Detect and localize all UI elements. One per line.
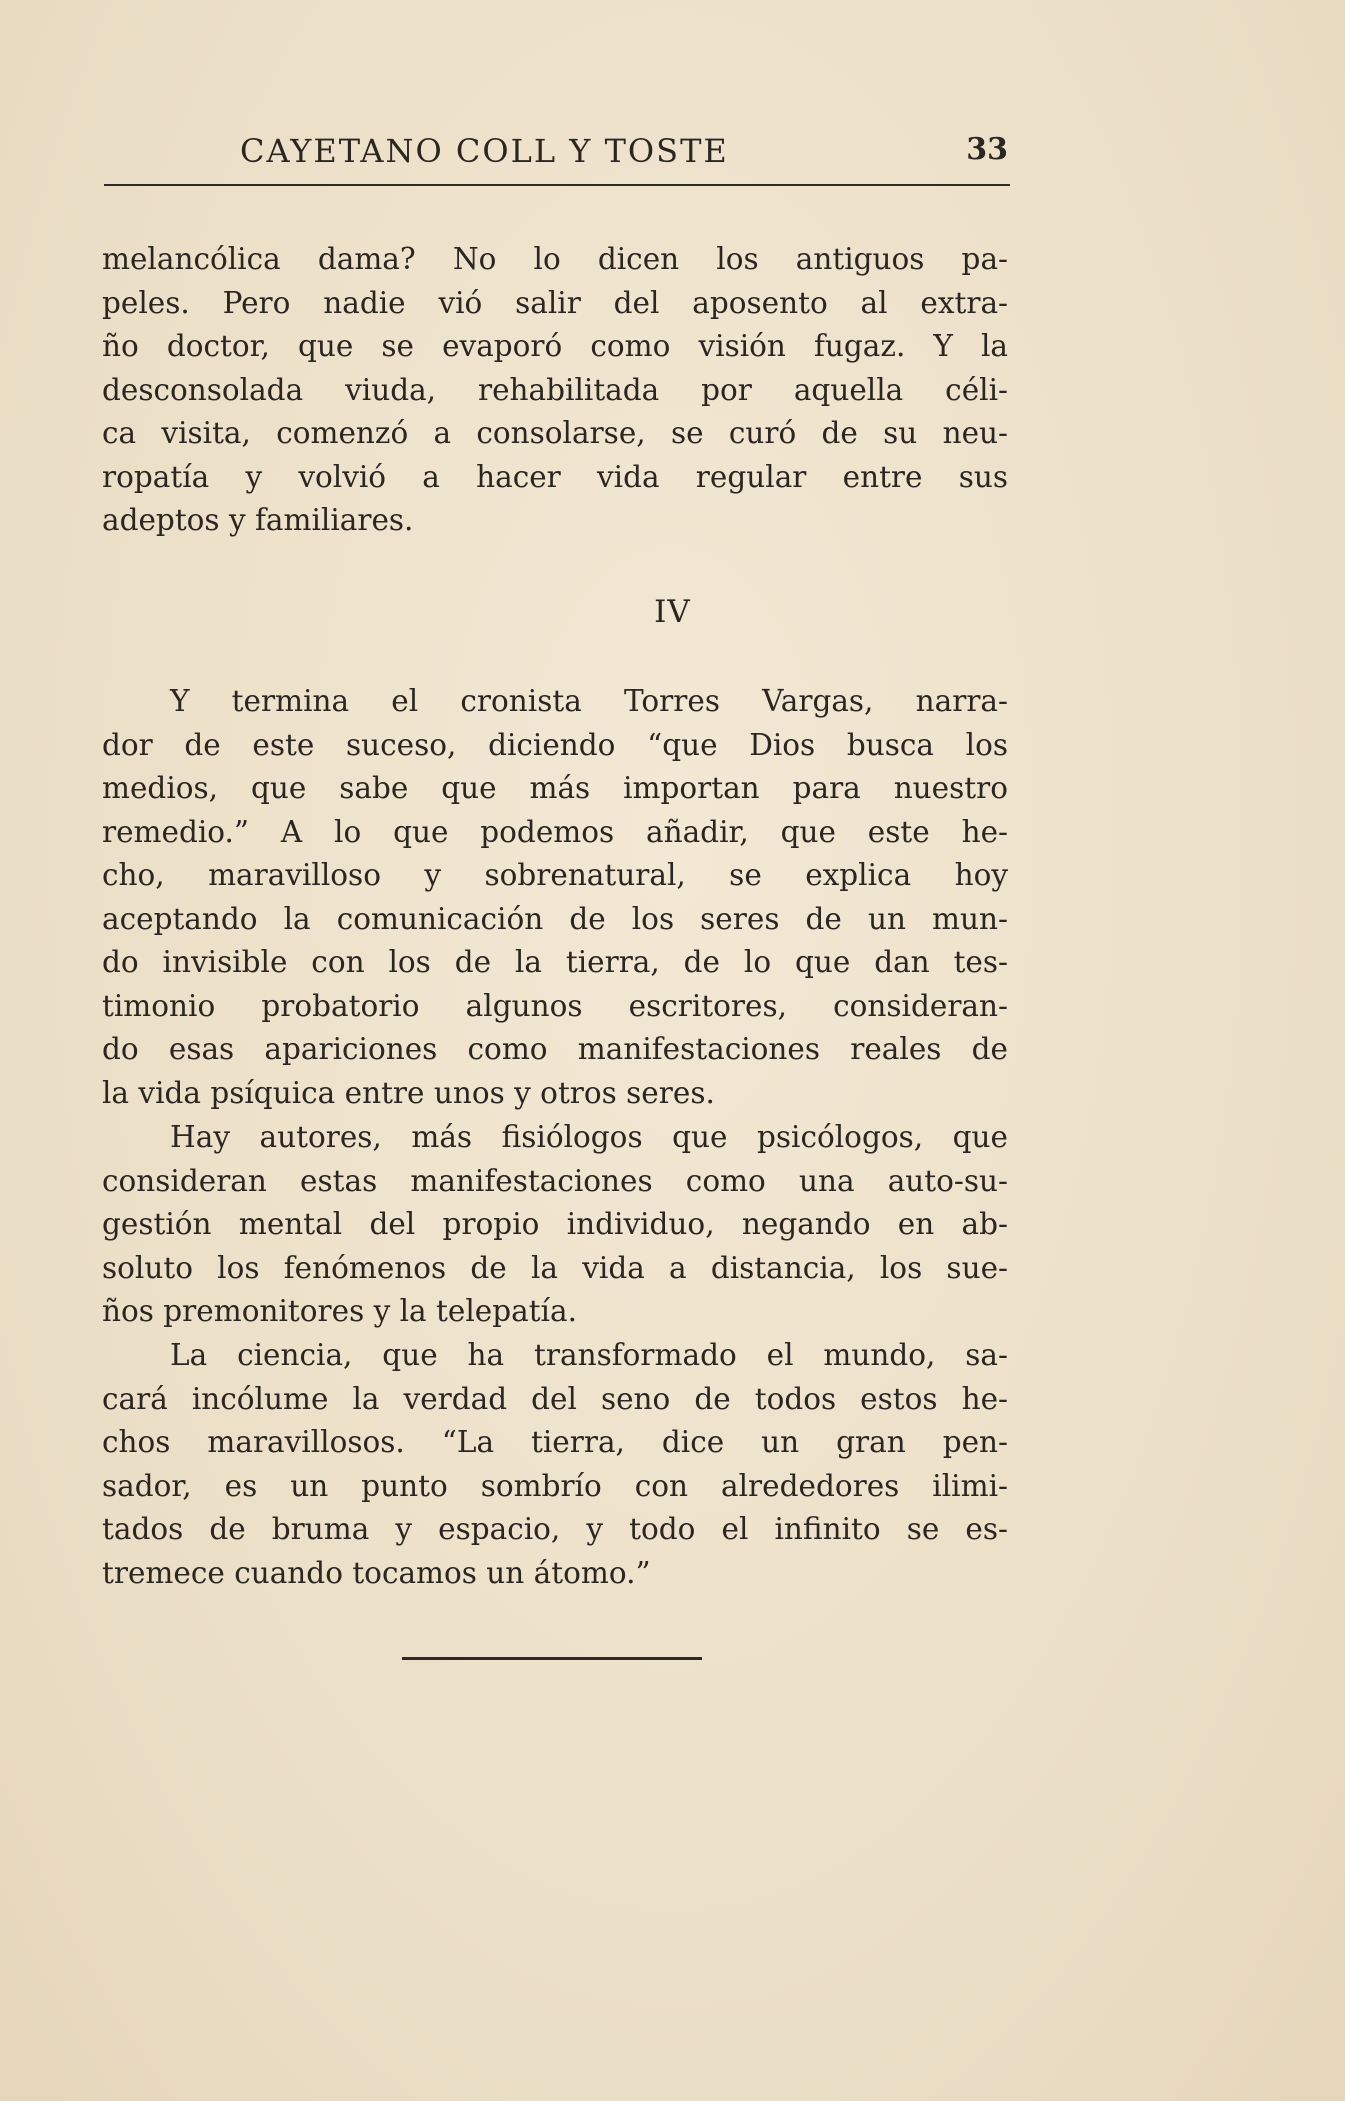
text-line: remedio.” A lo que podemos añadir, que este he- bbox=[102, 814, 1008, 849]
text-line: ño doctor, que se evaporó como visión fugaz. Y la bbox=[102, 329, 1008, 363]
paragraph bbox=[102, 1334, 1008, 1595]
paragraph bbox=[102, 680, 1008, 1115]
page-number: 33 bbox=[966, 132, 1008, 167]
text-line: chos maravillosos. “La tierra, dice un gran pen- bbox=[102, 1425, 1008, 1459]
text-line: do invisible con los de la tierra, de lo que dan tes- bbox=[102, 945, 1008, 979]
text-line: ropatía y volvió a hacer vida regular entre sus bbox=[102, 459, 1008, 494]
text-line: ca visita, comenzó a consolarse, se curó de su neu- bbox=[102, 416, 1008, 450]
text-line: adeptos y familiares. bbox=[102, 503, 414, 537]
text-line: desconsolada viuda, rehabilitada por aquella céli- bbox=[102, 372, 1008, 407]
text-line: do esas apariciones como manifestaciones reales de bbox=[102, 1032, 1008, 1066]
paragraph-continued bbox=[102, 238, 1008, 543]
text-line: melancólica dama? No lo dicen los antiguos pa- bbox=[102, 242, 1008, 276]
text-line: aceptando la comunicación de los seres de un mun- bbox=[102, 901, 1008, 936]
paragraph bbox=[102, 1116, 1008, 1334]
text-line: la vida psíquica entre unos y otros seres. bbox=[102, 1075, 715, 1110]
text-line: Hay autores, más fisiólogos que psicólogos, que bbox=[170, 1120, 1008, 1154]
text-line: soluto los fenómenos de la vida a distancia, los sue- bbox=[102, 1250, 1008, 1285]
text-line: medios, que sabe que más importan para nuestro bbox=[102, 771, 1008, 805]
text-line: ños premonitores y la telepatía. bbox=[102, 1294, 577, 1328]
text-line: tados de bruma y espacio, y todo el infinito se es- bbox=[102, 1512, 1008, 1546]
section-heading: IV bbox=[654, 594, 691, 630]
text-line: dor de este suceso, diciendo “que Dios busca los bbox=[102, 727, 1008, 762]
running-head bbox=[104, 128, 1010, 178]
text-line: La ciencia, que ha transformado el mundo, sa- bbox=[170, 1338, 1008, 1372]
text-line: Y termina el cronista Torres Vargas, narra- bbox=[170, 684, 1008, 718]
closing-rule bbox=[402, 1657, 702, 1660]
text-line: cho, maravilloso y sobrenatural, se explica hoy bbox=[102, 858, 1008, 892]
text-line: timonio probatorio algunos escritores, consideran- bbox=[102, 988, 1008, 1023]
text-line: tremece cuando tocamos un átomo.” bbox=[102, 1555, 651, 1590]
text-line: consideran estas manifestaciones como una auto-su- bbox=[102, 1163, 1008, 1198]
text-line: gestión mental del propio individuo, negando en ab- bbox=[102, 1207, 1008, 1241]
running-title: CAYETANO COLL Y TOSTE bbox=[240, 132, 729, 170]
text-line: sador, es un punto sombrío con alrededores ilimi- bbox=[102, 1468, 1008, 1503]
text-line: peles. Pero nadie vió salir del aposento al extra- bbox=[102, 285, 1008, 320]
text-line: cará incólume la verdad del seno de todos estos he- bbox=[102, 1381, 1008, 1416]
header-rule bbox=[104, 184, 1010, 186]
